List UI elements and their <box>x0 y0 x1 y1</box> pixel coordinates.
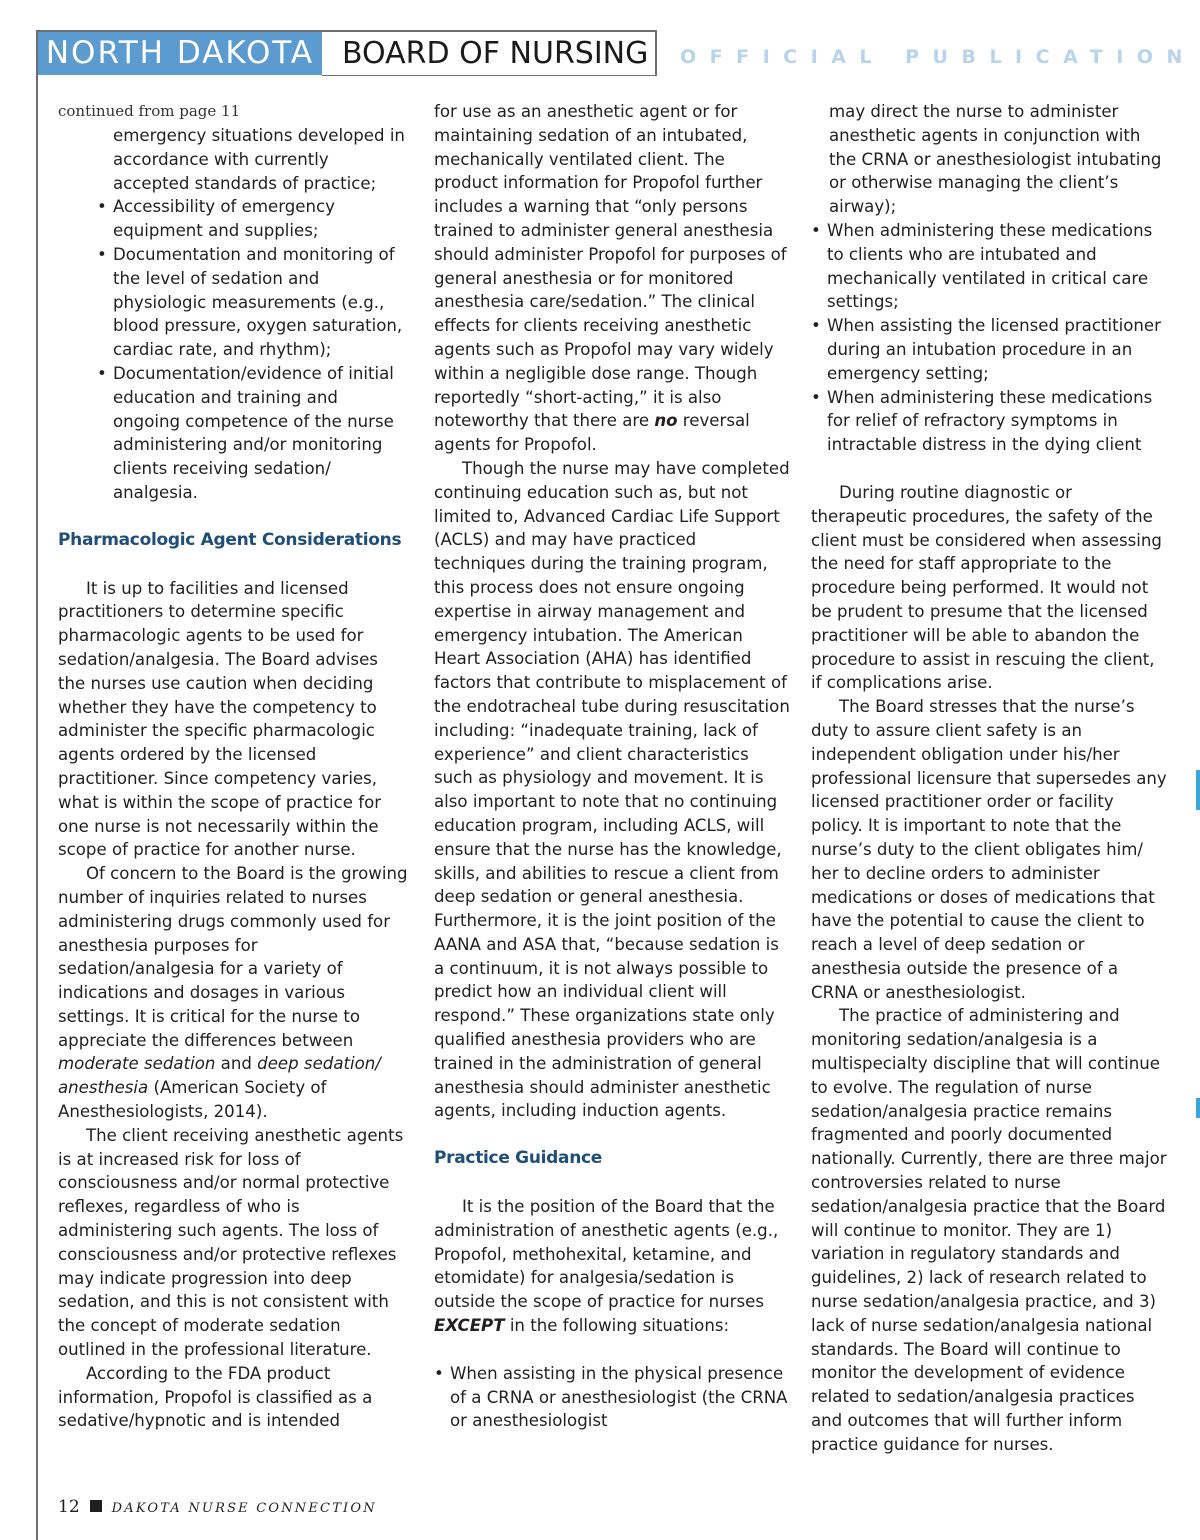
intro-text: emergency situations developed in accordance with currently accepted standards of practice; <box>113 126 405 193</box>
paragraph: The Board stresses that the nurse’s duty to assure client safety is an independent obligation under his/her professional licensure that supersedes any licensed practitioner order or facility policy. It is important to note that the nurse’s duty to the client obligates him/ her to decline orders to administer medications or doses of medications that have the potential to cause the client to reach a level of deep sedation or anesthesia outside the presence of a CRNA or anesthesiologist. <box>811 697 1167 1002</box>
exceptions-list-continued <box>811 219 1167 457</box>
page-footer <box>58 1494 377 1520</box>
square-bullet-icon <box>90 1500 102 1512</box>
list-item: • Documentation and monitoring of the level of sedation and physiologic measurements (e.g., blood pressure, oxygen saturation, cardiac rate, and rhythm); <box>97 243 410 362</box>
list-continuation: may direct the nurse to administer anesthetic agents in conjunction with the CRNA or anesthesiologist intubating or otherwise managing the client’s airway); <box>829 102 1162 217</box>
left-border-rule <box>36 30 38 1540</box>
continued-note: continued from page 11 <box>58 102 241 120</box>
paragraph: It is the position of the Board that the administration of anesthetic agents (e.g., Propofol, methohexital, ketamine, and etomidate) for analgesia/sedation is outside the scope of practice for nurses EXCEPT in the following situations: <box>434 1197 779 1336</box>
paragraph: for use as an anesthetic agent or for maintaining sedation of an intubated, mechanically ventilated client. The product information for Propofol further includes a warning that “only persons trained to administer general anesthesia should administer Propofol for purposes of general anesthesia or for monitored anesthesia care/sedation.” The clinical effects for clients receiving anesthetic agents such as Propofol may vary widely within a negligible dose range. Though reportedly “short-acting,” it is also noteworthy that there are no reversal agents for Propofol. <box>434 102 787 455</box>
header-tagline: OFFICIAL PUBLICATION <box>680 46 1196 68</box>
list-item: • When assisting in the physical presence of a CRNA or anesthesiologist (the CRNA or anesthesiologist <box>434 1362 790 1433</box>
paragraph: Though the nurse may have completed continuing education such as, but not limited to, Advanced Cardiac Life Support (ACLS) and may have practiced techniques during the training program, this process does not ensure ongoing expertise in airway management and emergency intubation. The American Heart Association (AHA) has identified factors that contribute to misplacement of the endotracheal tube during resuscitation including: “inadequate training, lack of experience” and client characteristics such as physiology and movement. It is also important to note that no continuing education program, including ACLS, will ensure that the nurse has the knowledge, skills, and abilities to rescue a client from deep sedation or general anesthesia. Furthermore, it is the joint position of the AANA and ASA that, “because sedation is a continuum, it is not always possible to predict how an individual client will respond.” These organizations state only qualified anesthesia providers who are trained in the administration of general anesthesia should administer anesthetic agents, including induction agents. <box>434 458 790 1121</box>
column-2 <box>434 100 790 1433</box>
list-item: • When administering these medications for relief of refractory symptoms in intractable distress in the dying client <box>811 386 1167 457</box>
paragraph: Of concern to the Board is the growing number of inquiries related to nurses administering drugs commonly used for anesthesia purposes for sedation/analgesia for a variety of indications and dosages in various settings. It is critical for the nurse to appreciate the differences between moderate sedation and deep sedation/ anesthesia (American Society of Anesthesiologists, 2014). <box>58 864 408 1122</box>
header-bottom-rule <box>322 75 657 76</box>
list-item: • When administering these medications to clients who are intubated and mechanically ventilated in critical care settings; <box>811 219 1167 314</box>
requirements-list <box>97 195 410 504</box>
paragraph: The client receiving anesthetic agents is at increased risk for loss of consciousness and/or normal protective reflexes, regardless of who is administering such agents. The loss of consciousness and/or protective reflexes may indicate progression into deep sedation, and this is not consistent with the concept of moderate sedation outlined in the professional literature. <box>58 1125 404 1360</box>
header-state-block: NORTH DAKOTA <box>38 32 322 75</box>
list-item: • When assisting the licensed practitioner during an intubation procedure in an emergency setting; <box>811 314 1167 385</box>
column-3 <box>811 100 1167 1457</box>
paragraph: It is up to facilities and licensed practitioners to determine specific pharmacologic agents to be used for sedation/analgesia. The Board advises the nurses use caution when deciding whether they have the competency to administer the specific pharmacologic agents ordered by the licensed practitioner. Since competency varies, what is within the scope of practice for one nurse is not necessarily within the scope of practice for another nurse. <box>58 578 382 860</box>
paragraph: The practice of administering and monitoring sedation/analgesia is a multispecialty discipline that will continue to evolve. The regulation of nurse sedation/analgesia practice remains fragmented and poorly documented nationally. Currently, there are three major controversies related to nurse sedation/analgesia practice that the Board will continue to monitor. They are 1) variation in regulatory standards and guidelines, 2) lack of research related to nurse sedation/analgesia practice, and 3) lack of nurse sedation/analgesia national standards. The Board will continue to monitor the development of evidence related to sedation/analgesia practices and outcomes that will further inform practice guidance for nurses. <box>811 1006 1167 1454</box>
page-number: 12 <box>58 1497 80 1517</box>
list-item: • Accessibility of emergency equipment and supplies; <box>97 195 410 243</box>
paragraph: During routine diagnostic or therapeutic procedures, the safety of the client must be considered when assessing the need for staff appropriate to the procedure being performed. It would not be prudent to presume that the licensed practitioner will be able to abandon the procedure to assist in rescuing the client, if complications arise. <box>811 482 1162 693</box>
exceptions-list <box>434 1362 790 1433</box>
header-title: BOARD OF NURSING <box>342 36 649 71</box>
header-right-rule <box>655 30 657 76</box>
paragraph: According to the FDA product information, Propofol is classified as a sedative/hypnotic and is intended <box>58 1363 373 1431</box>
intro-list-continuation <box>58 124 410 195</box>
section-heading-practice-guidance: Practice Guidance <box>434 1148 603 1169</box>
edge-accent-mark <box>1196 1098 1200 1118</box>
edge-accent-mark <box>1196 770 1200 810</box>
publication-name: DAKOTA NURSE CONNECTION <box>111 1501 377 1516</box>
section-heading-pharmacologic: Pharmacologic Agent Considerations <box>58 529 402 550</box>
list-item: • Documentation/evidence of initial education and training and ongoing competence of the nurse administering and/or monitoring clients receiving sedation/ analgesia. <box>97 362 410 505</box>
column-1 <box>58 100 410 1433</box>
